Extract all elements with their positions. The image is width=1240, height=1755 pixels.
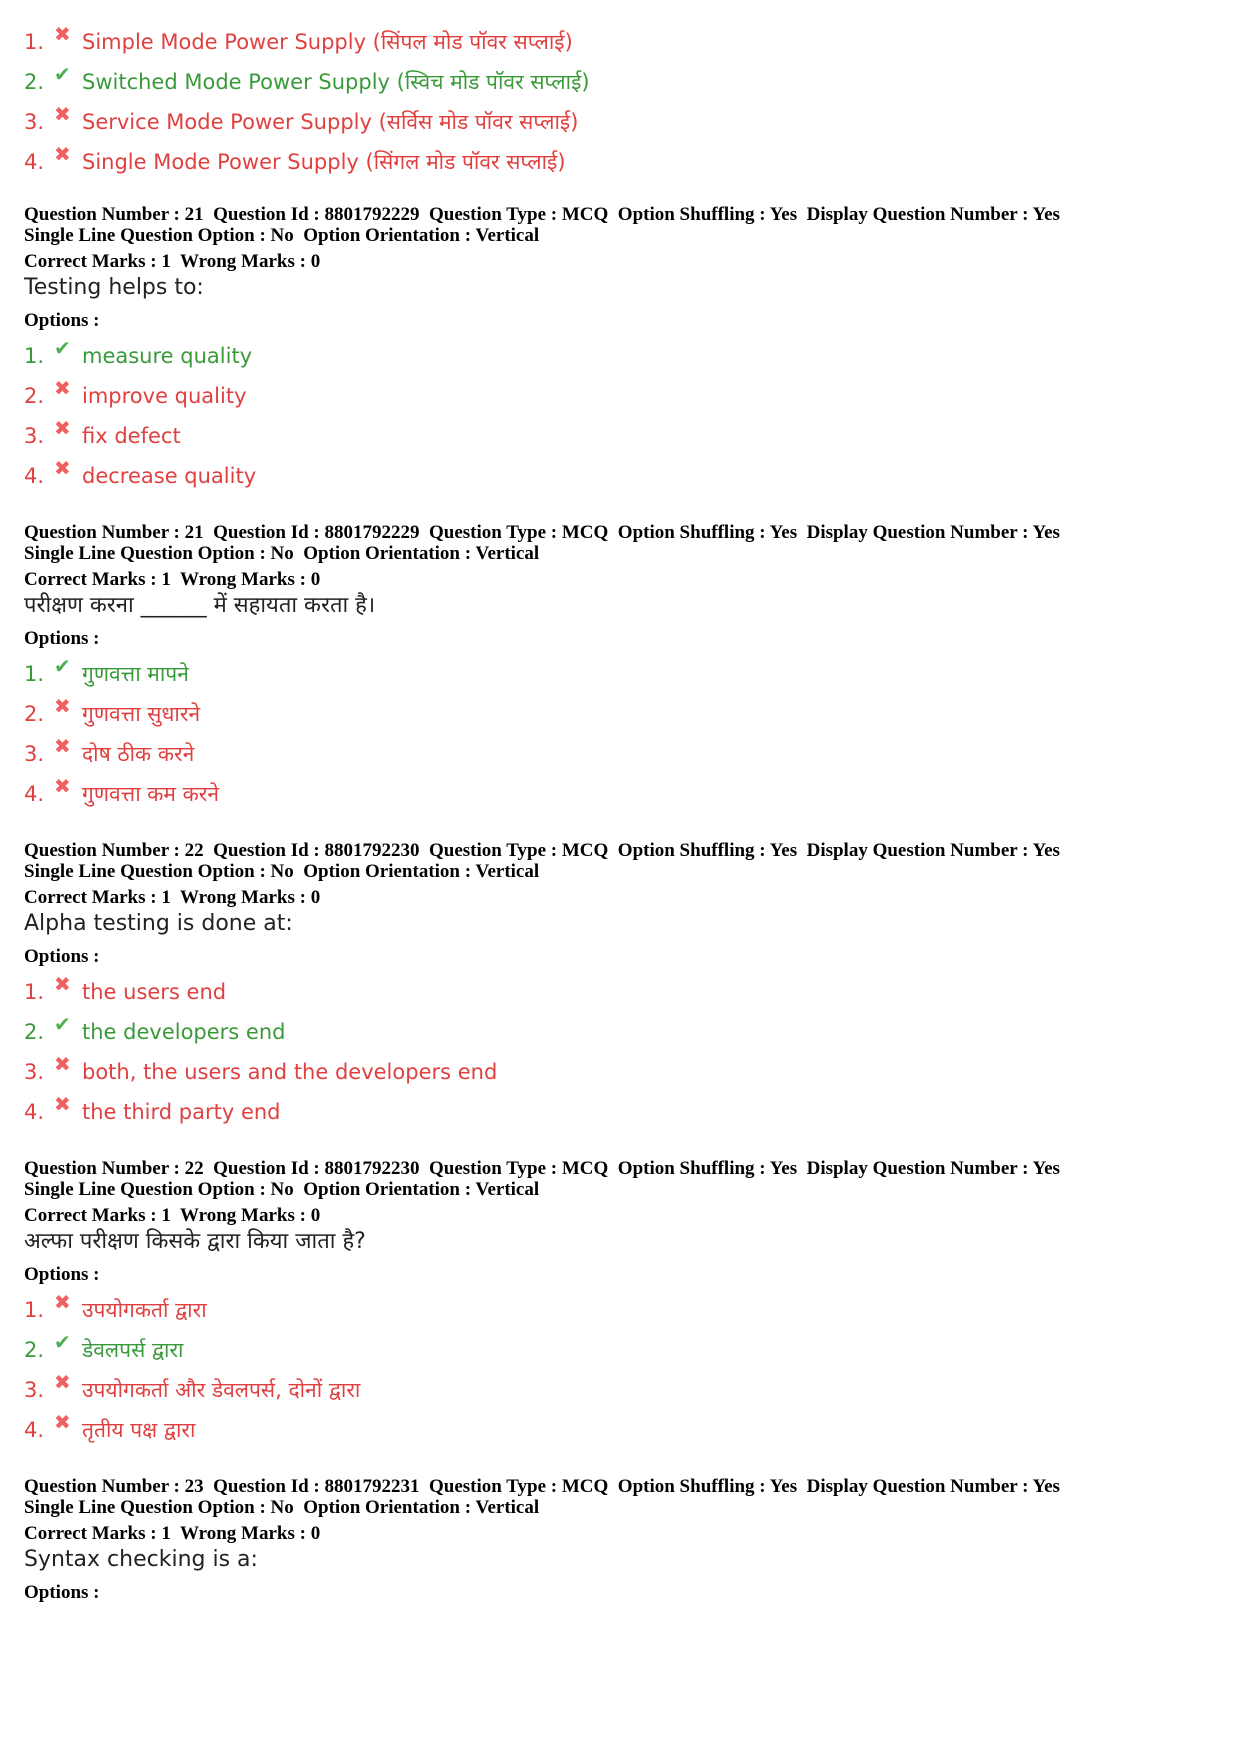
option-wrong — [24, 1290, 1224, 1330]
option-text: fix defect — [82, 424, 181, 448]
questions-container — [24, 204, 1224, 1604]
option-text: उपयोगकर्ता द्वारा — [82, 1298, 207, 1322]
option-wrong — [24, 376, 1224, 416]
option-number: 2. — [24, 1338, 45, 1362]
option-correct — [24, 1330, 1224, 1370]
cross-icon: ✖ — [54, 1370, 71, 1394]
question-text: अल्फा परीक्षण किसके द्वारा किया जाता है? — [24, 1229, 366, 1254]
question-meta-line: Single Line Question Option : No Option Orientation : Vertical — [24, 543, 540, 564]
cross-icon: ✖ — [54, 972, 71, 996]
question-marks: Correct Marks : 1 Wrong Marks : 0 — [24, 1523, 321, 1544]
option-wrong — [24, 456, 1224, 496]
question-paper-page — [24, 0, 1224, 1608]
question-block — [24, 204, 1224, 496]
option-correct — [24, 654, 1224, 694]
cross-icon: ✖ — [54, 734, 71, 758]
cross-icon: ✖ — [54, 1052, 71, 1076]
option-number: 2. — [24, 70, 45, 94]
option-wrong — [24, 102, 1224, 142]
option-number: 1. — [24, 30, 45, 54]
question-block — [24, 1476, 1224, 1604]
question-text: Syntax checking is a: — [24, 1547, 258, 1572]
option-number: 3. — [24, 1378, 45, 1402]
options-list — [24, 1290, 1224, 1450]
question-text: Testing helps to: — [24, 275, 204, 300]
options-list — [24, 972, 1224, 1132]
option-text: Service Mode Power Supply (सर्विस मोड पॉवर सप्लाई) — [82, 110, 579, 134]
question-meta-line: Question Number : 21 Question Id : 8801792229 Question Type : MCQ Option Shuffling : Yes Display Question Number : Yes — [24, 204, 1060, 225]
check-icon: ✔ — [54, 654, 71, 678]
check-icon: ✔ — [54, 336, 71, 360]
cross-icon: ✖ — [54, 1290, 71, 1314]
option-wrong — [24, 734, 1224, 774]
option-number: 3. — [24, 1060, 45, 1084]
options-list — [24, 336, 1224, 496]
option-text: Single Mode Power Supply (सिंगल मोड पॉवर सप्लाई) — [82, 150, 566, 174]
check-icon: ✔ — [54, 62, 71, 86]
question-meta-line: Question Number : 22 Question Id : 8801792230 Question Type : MCQ Option Shuffling : Yes Display Question Number : Yes — [24, 840, 1060, 861]
option-text: decrease quality — [82, 464, 257, 488]
option-text: the third party end — [82, 1100, 281, 1124]
question-meta-line: Single Line Question Option : No Option Orientation : Vertical — [24, 1497, 540, 1518]
question-meta-line: Single Line Question Option : No Option Orientation : Vertical — [24, 861, 540, 882]
option-number: 1. — [24, 1298, 45, 1322]
option-number: 2. — [24, 384, 45, 408]
option-text: both, the users and the developers end — [82, 1060, 498, 1084]
option-number: 4. — [24, 464, 45, 488]
question-meta-line: Single Line Question Option : No Option Orientation : Vertical — [24, 1179, 540, 1200]
question-meta-line: Question Number : 22 Question Id : 8801792230 Question Type : MCQ Option Shuffling : Yes Display Question Number : Yes — [24, 1158, 1060, 1179]
option-wrong — [24, 972, 1224, 1012]
option-wrong — [24, 142, 1224, 182]
option-text: उपयोगकर्ता और डेवलपर्स, दोनों द्वारा — [82, 1378, 361, 1402]
option-number: 1. — [24, 662, 45, 686]
option-wrong — [24, 22, 1224, 62]
cross-icon: ✖ — [54, 694, 71, 718]
options-label: Options : — [24, 946, 100, 967]
option-text: डेवलपर्स द्वारा — [82, 1338, 184, 1362]
option-text: गुणवत्ता मापने — [82, 662, 189, 686]
option-text: improve quality — [82, 384, 247, 408]
cross-icon: ✖ — [54, 774, 71, 798]
question-meta-line: Question Number : 23 Question Id : 8801792231 Question Type : MCQ Option Shuffling : Yes Display Question Number : Yes — [24, 1476, 1060, 1497]
option-number: 2. — [24, 1020, 45, 1044]
option-wrong — [24, 1370, 1224, 1410]
check-icon: ✔ — [54, 1012, 71, 1036]
question-marks: Correct Marks : 1 Wrong Marks : 0 — [24, 887, 321, 908]
option-text: दोष ठीक करने — [82, 742, 195, 766]
option-text: गुणवत्ता कम करने — [82, 782, 220, 806]
options-label: Options : — [24, 310, 100, 331]
option-number: 4. — [24, 1418, 45, 1442]
option-wrong — [24, 1410, 1224, 1450]
cross-icon: ✖ — [54, 142, 71, 166]
option-wrong — [24, 694, 1224, 734]
question-text: Alpha testing is done at: — [24, 911, 293, 936]
option-wrong — [24, 1092, 1224, 1132]
question-block — [24, 840, 1224, 1132]
options-label: Options : — [24, 1264, 100, 1285]
option-correct — [24, 336, 1224, 376]
option-number: 3. — [24, 424, 45, 448]
option-number: 2. — [24, 702, 45, 726]
option-number: 1. — [24, 980, 45, 1004]
cross-icon: ✖ — [54, 22, 71, 46]
options-label: Options : — [24, 1582, 100, 1603]
question-marks: Correct Marks : 1 Wrong Marks : 0 — [24, 1205, 321, 1226]
question-block — [24, 1158, 1224, 1450]
option-correct — [24, 1012, 1224, 1052]
top-options-list — [24, 22, 1224, 182]
check-icon: ✔ — [54, 1330, 71, 1354]
question-meta-line: Question Number : 21 Question Id : 8801792229 Question Type : MCQ Option Shuffling : Yes Display Question Number : Yes — [24, 522, 1060, 543]
options-label: Options : — [24, 628, 100, 649]
question-block — [24, 522, 1224, 814]
cross-icon: ✖ — [54, 1410, 71, 1434]
option-number: 3. — [24, 110, 45, 134]
cross-icon: ✖ — [54, 1092, 71, 1116]
option-number: 4. — [24, 1100, 45, 1124]
option-text: the developers end — [82, 1020, 286, 1044]
option-correct — [24, 62, 1224, 102]
option-number: 1. — [24, 344, 45, 368]
option-text: गुणवत्ता सुधारने — [82, 702, 201, 726]
option-number: 4. — [24, 782, 45, 806]
cross-icon: ✖ — [54, 376, 71, 400]
option-text: Switched Mode Power Supply (स्विच मोड पॉवर सप्लाई) — [82, 70, 590, 94]
option-text: the users end — [82, 980, 227, 1004]
options-list — [24, 654, 1224, 814]
option-wrong — [24, 416, 1224, 456]
option-number: 3. — [24, 742, 45, 766]
question-marks: Correct Marks : 1 Wrong Marks : 0 — [24, 569, 321, 590]
cross-icon: ✖ — [54, 102, 71, 126]
question-meta-line: Single Line Question Option : No Option Orientation : Vertical — [24, 225, 540, 246]
question-marks: Correct Marks : 1 Wrong Marks : 0 — [24, 251, 321, 272]
question-text: परीक्षण करना ______ में सहायता करता है। — [24, 593, 376, 618]
option-text: तृतीय पक्ष द्वारा — [82, 1418, 196, 1442]
option-wrong — [24, 774, 1224, 814]
cross-icon: ✖ — [54, 456, 71, 480]
cross-icon: ✖ — [54, 416, 71, 440]
option-wrong — [24, 1052, 1224, 1092]
option-text: measure quality — [82, 344, 253, 368]
option-text: Simple Mode Power Supply (सिंपल मोड पॉवर सप्लाई) — [82, 30, 573, 54]
option-number: 4. — [24, 150, 45, 174]
